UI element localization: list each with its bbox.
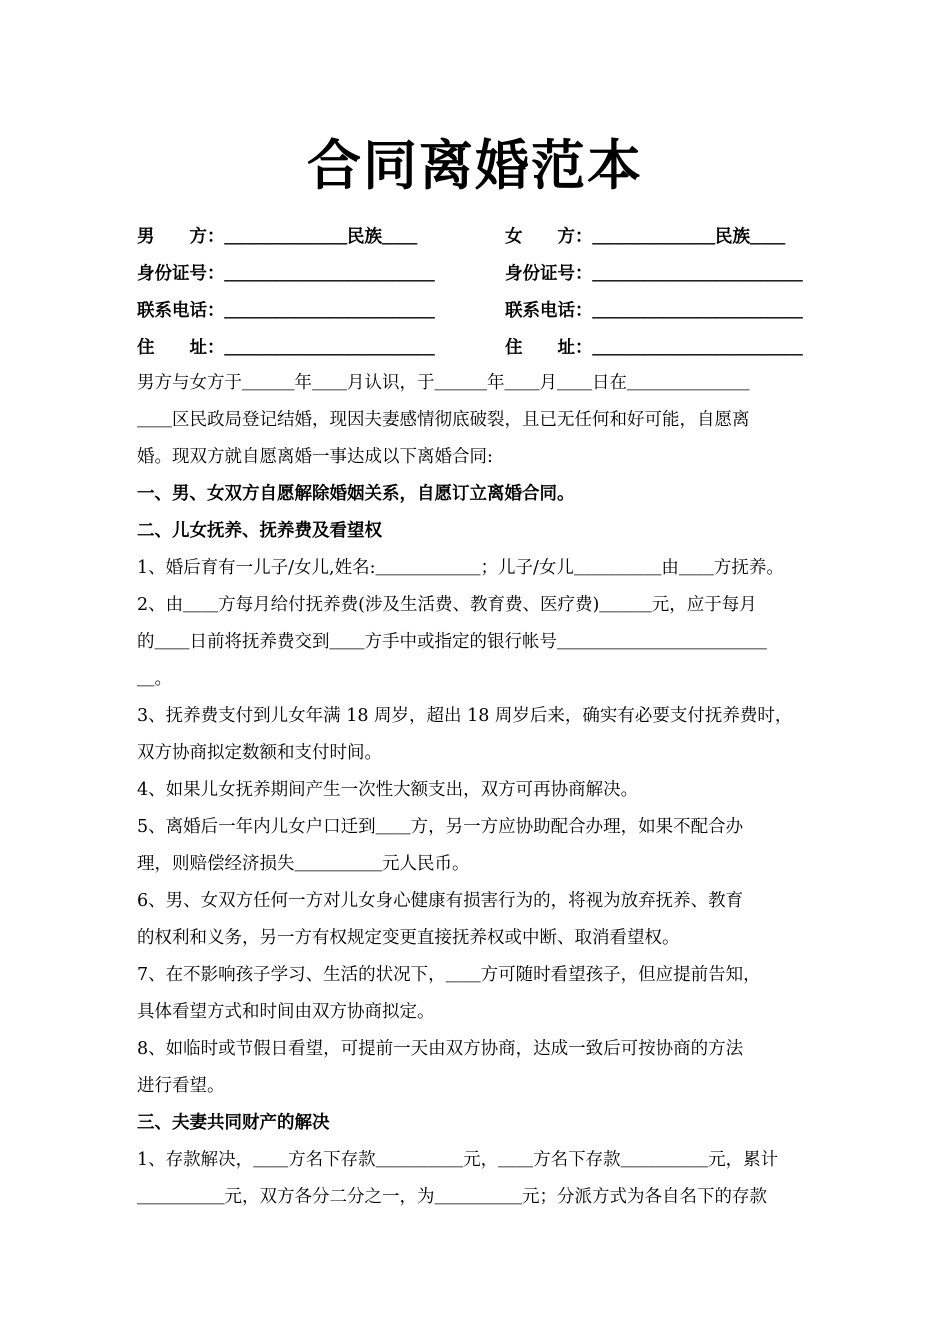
body-line: 4、如果儿女抚养期间产生一次性大额支出，双方可再协商解决。 [137, 780, 639, 800]
body-line: 婚。现双方就自愿离婚一事达成以下离婚合同: [137, 447, 493, 467]
body-line: 6、男、女双方任何一方对儿女身心健康有损害行为的，将视为放弃抚养、教育 [137, 891, 744, 911]
body-line: 双方协商拟定数额和支付时间。 [137, 743, 382, 763]
male-address-field: 住 址：＿＿＿＿＿＿＿＿＿＿＿＿ [137, 338, 435, 358]
body-line: 1、存款解决，＿＿方名下存款＿＿＿＿＿元，＿＿方名下存款＿＿＿＿＿元，累计 [137, 1150, 779, 1170]
body-line: 的＿＿日前将抚养费交到＿＿方手中或指定的银行帐号＿＿＿＿＿＿＿＿＿＿＿＿ [137, 632, 767, 652]
section-heading: 三、夫妻共同财产的解决 [137, 1113, 330, 1133]
body-line: 男方与女方于＿＿＿年＿＿月认识，于＿＿＿年＿＿月＿＿日在＿＿＿＿＿＿＿ [137, 373, 750, 393]
body-line: ＿＿＿＿＿元，双方各分二分之一，为＿＿＿＿＿元；分派方式为各自名下的存款 [137, 1187, 767, 1207]
body-line: 进行看望。 [137, 1076, 225, 1096]
female-id-field: 身份证号：＿＿＿＿＿＿＿＿＿＿＿＿ [505, 264, 803, 284]
female-party-field: 女 方：＿＿＿＿＿＿＿民族＿＿ [505, 227, 785, 247]
body-line: 5、离婚后一年内儿女户口迁到＿＿方，另一方应协助配合办理，如果不配合办 [137, 817, 744, 837]
body-line: 7、在不影响孩子学习、生活的状况下，＿＿方可随时看望孩子，但应提前告知， [137, 965, 761, 985]
document-title: 合同离婚范本 [307, 134, 643, 197]
body-line: 1、婚后育有一儿子/女儿,姓名:＿＿＿＿＿＿；儿子/女儿＿＿＿＿＿由＿＿方抚养。 [137, 558, 784, 578]
body-line: 3、抚养费支付到儿女年满 18 周岁，超出 18 周岁后来，确实有必要支付抚养费时， [137, 706, 793, 726]
body-line: 具体看望方式和时间由双方协商拟定。 [137, 1002, 435, 1022]
section-heading: 一、男、女双方自愿解除婚姻关系，自愿订立离婚合同。 [137, 484, 575, 504]
male-id-field: 身份证号：＿＿＿＿＿＿＿＿＿＿＿＿ [137, 264, 435, 284]
male-phone-field: 联系电话：＿＿＿＿＿＿＿＿＿＿＿＿ [137, 301, 435, 321]
female-address-field: 住 址：＿＿＿＿＿＿＿＿＿＿＿＿ [505, 338, 803, 358]
body-line: 8、如临时或节假日看望，可提前一天由双方协商，达成一致后可按协商的方法 [137, 1039, 744, 1059]
body-line: 的权利和义务，另一方有权规定变更直接抚养权或中断、取消看望权。 [137, 928, 680, 948]
female-phone-field: 联系电话：＿＿＿＿＿＿＿＿＿＿＿＿ [505, 301, 803, 321]
body-line: ＿＿区民政局登记结婚，现因夫妻感情彻底破裂，且已无任何和好可能，自愿离 [137, 410, 750, 430]
body-line: 理，则赔偿经济损失＿＿＿＿＿元人民币。 [137, 854, 470, 874]
male-party-field: 男 方：＿＿＿＿＿＿＿民族＿＿ [137, 227, 417, 247]
body-line: 2、由＿＿方每月给付抚养费(涉及生活费、教育费、医疗费)＿＿＿元，应于每月 [137, 595, 757, 615]
section-heading: 二、儿女抚养、抚养费及看望权 [137, 521, 382, 541]
body-line: ＿。 [137, 669, 172, 689]
